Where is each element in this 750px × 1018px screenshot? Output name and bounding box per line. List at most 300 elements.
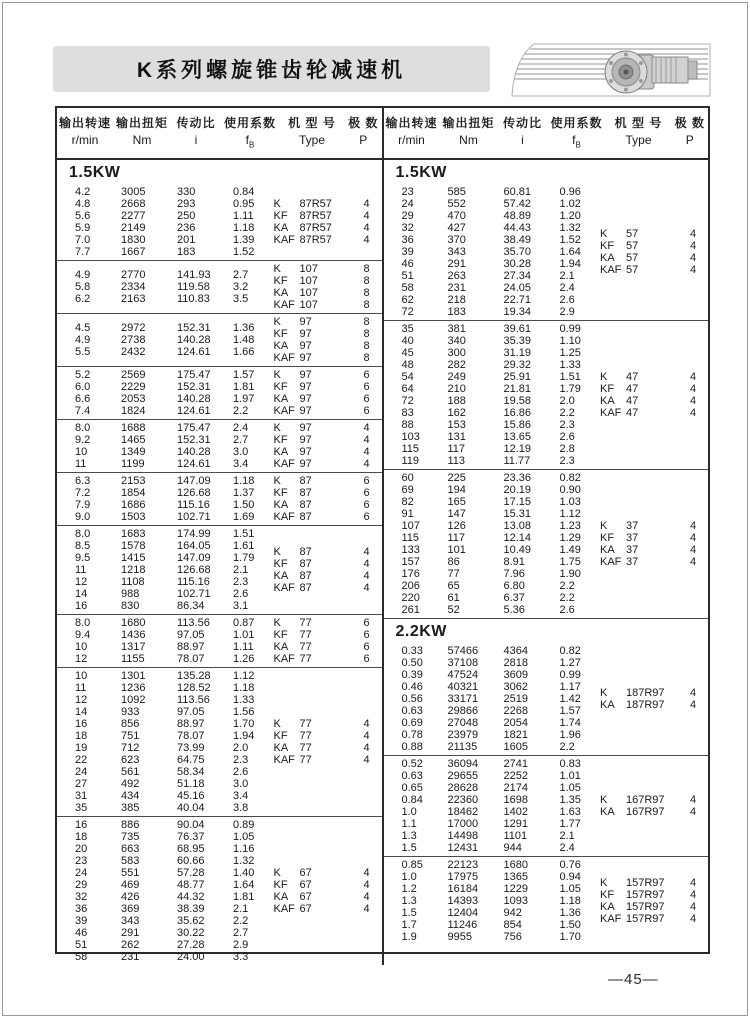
table-row bbox=[75, 617, 274, 629]
cell-fb: 0.99 bbox=[559, 323, 581, 336]
type-size: 77 bbox=[299, 754, 312, 767]
type-size: 87 bbox=[299, 546, 312, 559]
cell-poles: 4 bbox=[363, 742, 370, 755]
cell-speed: 0.39 bbox=[401, 669, 423, 682]
cell-ratio: 113.56 bbox=[177, 694, 210, 707]
cell-speed: 23 bbox=[401, 186, 414, 199]
type-size: 87 bbox=[299, 582, 312, 595]
table-row bbox=[75, 222, 274, 234]
cell-speed: 11 bbox=[75, 682, 87, 695]
table-row bbox=[402, 258, 601, 270]
power-section bbox=[384, 160, 709, 618]
cell-ratio: 48.77 bbox=[177, 879, 205, 892]
cell-poles: 4 bbox=[363, 718, 370, 731]
cell-poles: 4 bbox=[689, 877, 697, 890]
type-prefix: K bbox=[600, 687, 608, 700]
type-list bbox=[600, 645, 708, 753]
type-prefix: KA bbox=[600, 806, 615, 819]
cell-torque: 291 bbox=[121, 927, 140, 940]
gear-block bbox=[384, 320, 709, 469]
type-prefix: K bbox=[600, 794, 608, 807]
cell-poles: 4 bbox=[363, 210, 370, 223]
type-row bbox=[274, 499, 378, 511]
table-row bbox=[75, 511, 274, 523]
cell-fb: 0.96 bbox=[559, 186, 581, 199]
header-ratio-cn: 传动比 bbox=[502, 116, 542, 130]
table-row bbox=[75, 754, 274, 766]
cell-poles: 8 bbox=[363, 275, 370, 288]
cell-poles: 4 bbox=[363, 558, 370, 571]
cell-speed: 176 bbox=[401, 568, 420, 581]
table-row bbox=[75, 346, 274, 358]
cell-ratio: 12.19 bbox=[503, 443, 532, 456]
cell-ratio: 39.61 bbox=[503, 323, 532, 336]
type-size: 77 bbox=[299, 629, 312, 642]
type-row bbox=[274, 641, 378, 653]
gear-block bbox=[57, 366, 382, 419]
cell-torque: 101 bbox=[447, 544, 466, 557]
cell-fb: 1.56 bbox=[233, 706, 255, 719]
cell-fb: 2.6 bbox=[233, 588, 249, 601]
type-prefix: KA bbox=[273, 891, 289, 904]
type-size: 87 bbox=[299, 487, 312, 500]
type-row bbox=[274, 570, 378, 582]
cell-torque: 2569 bbox=[121, 369, 146, 382]
cell-speed: 40 bbox=[401, 335, 414, 348]
cell-ratio: 35.39 bbox=[503, 335, 532, 348]
cell-ratio: 330 bbox=[177, 186, 196, 199]
cell-ratio: 2252 bbox=[503, 770, 528, 783]
cell-fb: 2.6 bbox=[559, 294, 575, 307]
cell-speed: 18 bbox=[75, 730, 88, 743]
cell-ratio: 73.99 bbox=[177, 742, 205, 755]
cell-speed: 9.0 bbox=[75, 511, 91, 524]
cell-torque: 751 bbox=[121, 730, 140, 743]
type-size: 187R97 bbox=[626, 699, 665, 712]
table-row bbox=[75, 843, 274, 855]
type-prefix: K bbox=[273, 422, 281, 435]
cell-torque: 492 bbox=[121, 778, 140, 791]
type-prefix: KAF bbox=[273, 582, 295, 595]
cell-torque: 988 bbox=[121, 588, 140, 601]
cell-fb: 1.75 bbox=[559, 556, 581, 569]
cell-poles: 8 bbox=[363, 340, 370, 353]
cell-torque: 17975 bbox=[447, 871, 479, 884]
cell-ratio: 78.07 bbox=[177, 653, 205, 666]
data-rows bbox=[57, 617, 274, 665]
type-row bbox=[600, 532, 704, 544]
type-prefix: K bbox=[273, 718, 281, 731]
type-row bbox=[274, 718, 378, 730]
table-row bbox=[402, 842, 601, 854]
table-row bbox=[75, 369, 274, 381]
type-row bbox=[600, 395, 704, 407]
type-row bbox=[274, 328, 378, 340]
cell-poles: 4 bbox=[689, 407, 697, 420]
cell-fb: 0.90 bbox=[559, 484, 581, 497]
table-row bbox=[75, 879, 274, 891]
cell-poles: 4 bbox=[689, 687, 697, 700]
cell-poles: 4 bbox=[689, 556, 697, 569]
type-row bbox=[274, 867, 378, 879]
cell-fb: 3.0 bbox=[233, 778, 249, 791]
table-row bbox=[402, 496, 601, 508]
table-row bbox=[402, 359, 601, 371]
table-row bbox=[75, 393, 274, 405]
cell-speed: 72 bbox=[401, 306, 414, 319]
type-prefix: KA bbox=[273, 393, 289, 406]
type-size: 37 bbox=[626, 556, 639, 569]
cell-ratio: 30.22 bbox=[177, 927, 205, 940]
gearmotor-image bbox=[494, 43, 712, 97]
type-size: 157R97 bbox=[626, 889, 665, 902]
column-header-torque bbox=[440, 114, 498, 153]
type-size: 107 bbox=[299, 275, 318, 288]
table-row bbox=[75, 778, 274, 790]
cell-torque: 2277 bbox=[121, 210, 146, 223]
cell-fb: 1.23 bbox=[559, 520, 581, 533]
type-row bbox=[274, 446, 378, 458]
table-body bbox=[57, 160, 708, 965]
type-row bbox=[600, 264, 704, 276]
type-list bbox=[274, 263, 382, 311]
cell-ratio: 2741 bbox=[503, 758, 528, 771]
type-row bbox=[274, 210, 378, 222]
cell-speed: 18 bbox=[75, 831, 88, 844]
type-list bbox=[274, 475, 382, 523]
cell-poles: 4 bbox=[363, 582, 370, 595]
type-size: 57 bbox=[626, 252, 639, 265]
cell-ratio: 126.68 bbox=[177, 487, 211, 500]
cell-torque: 2153 bbox=[121, 475, 146, 488]
type-list bbox=[274, 617, 382, 665]
cell-fb: 1.81 bbox=[233, 891, 255, 904]
table-row bbox=[75, 588, 274, 600]
type-prefix: K bbox=[600, 877, 608, 890]
cell-fb: 0.95 bbox=[233, 198, 255, 211]
type-prefix: KAF bbox=[600, 913, 622, 926]
header-fb-symbol: $f_B$ bbox=[245, 133, 255, 150]
cell-ratio: 97.05 bbox=[177, 629, 205, 642]
type-prefix: KAF bbox=[600, 264, 622, 277]
cell-speed: 0.63 bbox=[401, 770, 423, 783]
cell-ratio: 1365 bbox=[503, 871, 528, 884]
cell-ratio: 3062 bbox=[503, 681, 528, 694]
cell-torque: 47524 bbox=[447, 669, 479, 682]
cell-speed: 1.0 bbox=[401, 871, 417, 884]
type-size: 67 bbox=[299, 867, 312, 880]
cell-ratio: 23.36 bbox=[503, 472, 532, 485]
type-prefix: KA bbox=[273, 446, 289, 459]
title-banner bbox=[53, 46, 490, 92]
cell-ratio: 175.47 bbox=[177, 422, 211, 435]
type-row bbox=[600, 407, 704, 419]
cell-speed: 261 bbox=[401, 604, 420, 617]
column-header-speed bbox=[384, 114, 440, 153]
cell-torque: 210 bbox=[447, 383, 466, 396]
table-row bbox=[402, 443, 601, 455]
cell-ratio: 12.14 bbox=[503, 532, 532, 545]
cell-poles: 4 bbox=[363, 570, 370, 583]
cell-torque: 61 bbox=[447, 592, 460, 605]
cell-torque: 36094 bbox=[447, 758, 479, 771]
cell-fb: 2.0 bbox=[559, 395, 575, 408]
table-row bbox=[75, 742, 274, 754]
cell-ratio: 44.32 bbox=[177, 891, 205, 904]
header-decoration bbox=[494, 43, 712, 97]
table-row bbox=[75, 682, 274, 694]
cell-poles: 4 bbox=[363, 222, 370, 235]
cell-torque: 1688 bbox=[121, 422, 146, 435]
table-row bbox=[402, 431, 601, 443]
cell-torque: 12431 bbox=[447, 842, 479, 855]
gear-block bbox=[57, 313, 382, 366]
table-row bbox=[402, 246, 601, 258]
cell-speed: 4.8 bbox=[75, 198, 91, 211]
cell-speed: 7.7 bbox=[75, 246, 91, 259]
type-size: 167R97 bbox=[626, 806, 665, 819]
cell-fb: 0.82 bbox=[559, 472, 581, 485]
table-row bbox=[402, 395, 601, 407]
type-size: 67 bbox=[299, 903, 312, 916]
table-row bbox=[402, 335, 601, 347]
cell-ratio: 2054 bbox=[503, 717, 528, 730]
type-size: 97 bbox=[299, 405, 312, 418]
table-row bbox=[75, 903, 274, 915]
cell-torque: 663 bbox=[121, 843, 140, 856]
cell-fb: 0.94 bbox=[559, 871, 581, 884]
cell-torque: 194 bbox=[447, 484, 466, 497]
cell-speed: 58 bbox=[401, 282, 414, 295]
cell-torque: 21135 bbox=[447, 741, 478, 754]
cell-fb: 3.0 bbox=[233, 446, 249, 459]
type-prefix: KAF bbox=[273, 234, 295, 247]
cell-torque: 2229 bbox=[121, 381, 146, 394]
cell-torque: 469 bbox=[121, 879, 140, 892]
cell-speed: 0.63 bbox=[401, 705, 423, 718]
cell-speed: 19 bbox=[75, 742, 88, 755]
cell-speed: 29 bbox=[75, 879, 88, 892]
cell-torque: 262 bbox=[121, 939, 140, 952]
header-ratio-unit: i bbox=[194, 133, 198, 147]
table-row bbox=[75, 629, 274, 641]
type-prefix: KA bbox=[600, 544, 615, 557]
type-size: 47 bbox=[626, 371, 639, 384]
cell-torque: 369 bbox=[121, 903, 140, 916]
cell-fb: 2.9 bbox=[233, 939, 249, 952]
cell-ratio: 30.28 bbox=[503, 258, 532, 271]
cell-ratio: 4364 bbox=[503, 645, 528, 658]
table-row bbox=[75, 867, 274, 879]
cell-ratio: 58.34 bbox=[177, 766, 205, 779]
type-list bbox=[274, 316, 382, 364]
column-header-poles bbox=[345, 114, 382, 153]
cell-poles: 6 bbox=[363, 617, 370, 630]
header-torque-cn: 输出扭矩 bbox=[442, 116, 495, 130]
type-row bbox=[274, 393, 378, 405]
cell-ratio: 140.28 bbox=[177, 334, 211, 347]
table-row bbox=[402, 919, 601, 931]
type-size: 57 bbox=[626, 264, 639, 277]
cell-speed: 12 bbox=[75, 653, 88, 666]
table-row bbox=[75, 405, 274, 417]
cell-ratio: 5.36 bbox=[503, 604, 525, 617]
type-size: 77 bbox=[299, 653, 312, 666]
table-row bbox=[75, 246, 274, 258]
cell-ratio: 38.49 bbox=[503, 234, 532, 247]
cell-fb: 1.49 bbox=[559, 544, 581, 557]
type-size: 87 bbox=[299, 570, 312, 583]
type-size: 97 bbox=[299, 458, 312, 471]
gear-block bbox=[384, 469, 709, 618]
type-row bbox=[274, 558, 378, 570]
cell-poles: 6 bbox=[363, 511, 370, 524]
cell-torque: 735 bbox=[121, 831, 140, 844]
cell-poles: 4 bbox=[363, 546, 370, 559]
cell-torque: 52 bbox=[447, 604, 460, 617]
type-prefix: KF bbox=[273, 381, 288, 394]
type-size: 87R57 bbox=[299, 198, 332, 211]
cell-poles: 4 bbox=[689, 794, 697, 807]
table-row bbox=[402, 306, 601, 318]
header-type-en: Type bbox=[298, 133, 325, 147]
cell-torque: 28628 bbox=[447, 782, 479, 795]
type-size: 87 bbox=[299, 475, 312, 488]
cell-torque: 153 bbox=[447, 419, 466, 432]
cell-torque: 3005 bbox=[121, 186, 146, 199]
table-row bbox=[75, 322, 274, 334]
type-row bbox=[600, 544, 704, 556]
cell-torque: 37108 bbox=[447, 657, 479, 670]
type-row bbox=[274, 275, 378, 287]
table-row bbox=[402, 604, 601, 616]
type-prefix: KAF bbox=[600, 556, 622, 569]
cell-ratio: 102.71 bbox=[177, 511, 211, 524]
cell-speed: 4.2 bbox=[75, 186, 91, 199]
cell-torque: 470 bbox=[447, 210, 466, 223]
type-size: 47 bbox=[626, 395, 639, 408]
cell-torque: 426 bbox=[121, 891, 140, 904]
header-speed-cn: 输出转速 bbox=[385, 116, 438, 130]
cell-speed: 8.0 bbox=[75, 422, 91, 435]
type-list bbox=[274, 819, 382, 963]
cell-speed: 48 bbox=[401, 359, 414, 372]
cell-poles: 4 bbox=[363, 422, 370, 435]
cell-fb: 1.57 bbox=[233, 369, 255, 382]
header-ratio-unit: i bbox=[521, 133, 524, 147]
type-size: 157R97 bbox=[626, 901, 665, 914]
cell-speed: 27 bbox=[75, 778, 88, 791]
type-prefix: KF bbox=[273, 558, 288, 571]
cell-ratio: 78.07 bbox=[177, 730, 205, 743]
header-fb-symbol: $f_B$ bbox=[572, 133, 581, 150]
cell-speed: 5.2 bbox=[75, 369, 91, 382]
cell-fb: 2.6 bbox=[559, 431, 575, 444]
cell-torque: 830 bbox=[121, 600, 140, 613]
type-prefix: KAF bbox=[273, 405, 295, 418]
data-rows bbox=[384, 758, 601, 854]
cell-torque: 1092 bbox=[121, 694, 146, 707]
cell-poles: 4 bbox=[363, 903, 370, 916]
cell-speed: 1.3 bbox=[401, 830, 417, 843]
type-prefix: KA bbox=[273, 222, 289, 235]
type-row bbox=[274, 405, 378, 417]
cell-fb: 2.4 bbox=[233, 422, 249, 435]
cell-speed: 64 bbox=[401, 383, 414, 396]
cell-fb: 1.05 bbox=[559, 883, 581, 896]
cell-torque: 231 bbox=[447, 282, 466, 295]
type-row bbox=[600, 383, 704, 395]
cell-ratio: 27.34 bbox=[503, 270, 532, 283]
cell-speed: 91 bbox=[401, 508, 414, 521]
table-row bbox=[75, 670, 274, 682]
cell-ratio: 24.00 bbox=[177, 951, 205, 964]
cell-fb: 1.35 bbox=[559, 794, 581, 807]
table-row bbox=[402, 508, 601, 520]
type-row bbox=[274, 879, 378, 891]
table-row bbox=[402, 830, 601, 842]
table-header-left bbox=[57, 108, 384, 158]
type-row bbox=[274, 891, 378, 903]
cell-speed: 0.78 bbox=[401, 729, 423, 742]
table-row bbox=[75, 381, 274, 393]
cell-fb: 1.18 bbox=[233, 222, 255, 235]
cell-poles: 4 bbox=[689, 395, 697, 408]
cell-fb: 1.57 bbox=[559, 705, 581, 718]
cell-fb: 2.0 bbox=[233, 742, 249, 755]
type-size: 87 bbox=[299, 511, 312, 524]
cell-torque: 12404 bbox=[447, 907, 479, 920]
cell-ratio: 15.86 bbox=[503, 419, 532, 432]
cell-ratio: 76.37 bbox=[177, 831, 205, 844]
cell-speed: 0.85 bbox=[401, 859, 423, 872]
cell-fb: 0.99 bbox=[559, 669, 581, 682]
cell-torque: 29655 bbox=[447, 770, 479, 783]
table-row bbox=[402, 818, 601, 830]
cell-ratio: 164.05 bbox=[177, 540, 211, 553]
cell-speed: 14 bbox=[75, 588, 88, 601]
cell-fb: 1.12 bbox=[559, 508, 581, 521]
cell-ratio: 22.71 bbox=[503, 294, 532, 307]
type-row bbox=[274, 263, 378, 275]
column-header-ratio bbox=[171, 114, 221, 153]
type-row bbox=[274, 381, 378, 393]
type-row bbox=[600, 699, 704, 711]
cell-ratio: 124.61 bbox=[177, 458, 211, 471]
cell-torque: 1415 bbox=[121, 552, 146, 565]
cell-speed: 60 bbox=[401, 472, 414, 485]
cell-speed: 16 bbox=[75, 819, 88, 832]
type-size: 97 bbox=[299, 393, 312, 406]
cell-ratio: 8.91 bbox=[503, 556, 525, 569]
type-row bbox=[274, 582, 378, 594]
gear-block bbox=[384, 184, 709, 320]
cell-fb: 1.40 bbox=[233, 867, 255, 880]
table-row bbox=[402, 347, 601, 359]
cell-torque: 29866 bbox=[447, 705, 479, 718]
type-size: 77 bbox=[299, 730, 312, 743]
cell-torque: 2668 bbox=[121, 198, 146, 211]
cell-fb: 1.90 bbox=[559, 568, 581, 581]
type-prefix: KAF bbox=[600, 407, 622, 420]
type-size: 77 bbox=[299, 718, 312, 731]
type-row bbox=[274, 742, 378, 754]
cell-speed: 1.5 bbox=[401, 907, 417, 920]
cell-fb: 2.6 bbox=[559, 604, 575, 617]
table-row bbox=[75, 576, 274, 588]
table-row bbox=[75, 334, 274, 346]
cell-speed: 32 bbox=[75, 891, 88, 904]
